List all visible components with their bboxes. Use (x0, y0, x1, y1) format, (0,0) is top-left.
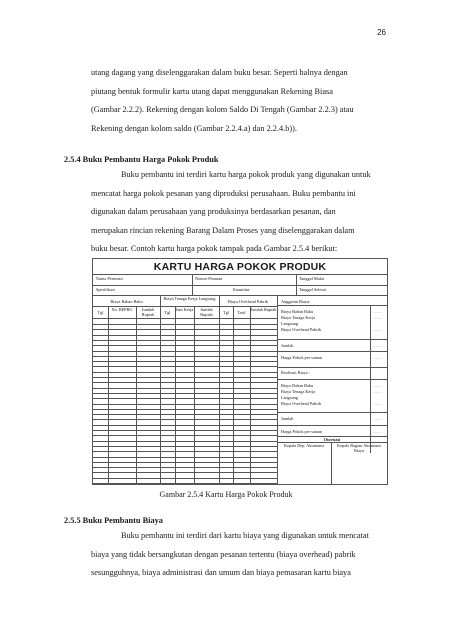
text-line: sesungguhnya, biaya administrasi dan umum dan biaya pemasaran kartu biaya (91, 568, 351, 577)
realisasi-item: Biaya Tenaga Kerja (281, 389, 315, 394)
section-heading-254: 2.5.4 Buku Pembantu Harga Pokok Produk (64, 155, 219, 164)
field-nomor-pesanan: Nomor Pesanan (195, 276, 223, 281)
ledger-row-line (93, 377, 277, 378)
ledger-row-line (93, 324, 277, 325)
section-254-paragraph (91, 166, 387, 259)
hpp-label: Harga Pokok per satuan (281, 429, 323, 434)
ledger-row-line (93, 425, 277, 426)
ledger-row-line (93, 441, 277, 442)
col-jumlah-rupiah-3: Jumlah Rupiah (250, 307, 277, 312)
anggaran-item: Biaya Tenaga Kerja (281, 315, 315, 320)
text-line: Buku pembantu ini terdiri dari kartu biaya yang digunakan untuk mencatat (121, 531, 369, 540)
text-line: (Gambar 2.2.2). Rekening dengan kolom Saldo Di Tengah (Gambar 2.2.3) atau (91, 105, 354, 114)
field-tanggal-selesai: Tanggal Selesai (299, 287, 327, 292)
ledger-row-line (93, 388, 277, 389)
realisasi-item: Biaya Overhead Pabrik (281, 401, 322, 406)
col-tarif: Tarif (237, 310, 246, 315)
text-line: piutang bentuk formulir kartu utang dapat menggunakan Rekening Biasa (91, 86, 333, 96)
hpp-label: Harga Pokok per satuan (281, 355, 323, 360)
signature-kepala-bagian: Kepala Bagian Akuntansi Biaya (337, 443, 381, 453)
col-tgl-3: Tgl (223, 310, 229, 315)
ledger-row-line (93, 351, 277, 352)
text-line: biaya yang tidak bersangkutan dengan pesanan tertentu (biaya overhead) pabrik (91, 549, 356, 559)
text-line: buku besar. Contoh kartu harga pokok tampak pada Gambar 2.5.4 berikut: (91, 244, 338, 253)
ledger-row-line (93, 457, 277, 458)
ledger-row-line (93, 329, 277, 330)
ledger-row-line (93, 446, 277, 447)
figure-caption: Gambar 2.5.4 Kartu Harga Pokok Produk (159, 490, 293, 499)
realisasi-item: Langsung (281, 395, 298, 400)
otorisasi-label: Otorisasi (323, 437, 341, 442)
section-255-paragraph (91, 527, 387, 583)
col-jam-kerja: Jam Kerja (175, 307, 194, 312)
ledger-row-line (93, 345, 277, 346)
text-line: utang dagang yang diselenggarakan dalam buku besar. Seperti halnya dengan (91, 68, 348, 77)
ledger-row-line (93, 335, 277, 336)
ledger-row-line (93, 483, 277, 484)
text-line: mencatat harga pokok pesanan yang diproduksi perusahaan. Buku pembantu ini (91, 188, 356, 198)
anggaran-item: Biaya Bahan Baku (281, 309, 314, 314)
field-kuantitas: Kuantitas (233, 287, 250, 292)
col-tgl-2: Tgl (164, 310, 171, 315)
col-tgl-1: Tgl (97, 310, 104, 315)
ledger-row-line (93, 361, 277, 362)
ledger-row-line (93, 462, 277, 463)
page-number: 26 (377, 28, 386, 37)
ledger-row-line (93, 393, 277, 394)
text-line: Rekening dengan kolom saldo (Gambar 2.2.4.a) dan 2.2.4.b)). (91, 123, 297, 133)
group-tenaga-kerja: Biaya Tenaga Kerja Langsung (163, 296, 216, 301)
ledger-row-line (93, 478, 277, 479)
kartu-harga-pokok-figure: KARTU HARGA POKOK PRODUK Nama Pemesan Nomor Pesanan Tanggal Mulai Spesifikasi Kuantitas Tanggal Selesai Biaya Bahan Baku Biaya Tenaga Kerja Langsung Biaya Overhead Pabrik Tgl No. BPPBG Jumlah Rupiah Tgl Jam Kerja Jumlah Rupiah Tgl Tarif Jumlah Rupiah Anggaran Biaya: Biaya Bahan Baku Biaya Tenaga Kerja Langsung Biaya Overhead Pabrik Jumlah Harga Pokok per satuan Realisasi Biaya : Biaya Bahan Baku Biaya Tenaga Kerja Langsung Biaya Overhead Pabrik Jumlah Harga Pokok per satuan Otorisasi Kepala Dep. Akuntansi Kepala Bagian Akuntansi Biaya ......... ......... ......... ......... ......... ......... ......... ......... ......... ......... (92, 258, 388, 485)
col-no-bppbg: No. BPPBG (111, 307, 133, 312)
ledger-row-line (93, 451, 277, 452)
anggaran-item: Biaya Overhead Pabrik (281, 327, 322, 332)
ledger-row-line (93, 340, 277, 341)
ledger-row-line (93, 409, 277, 410)
anggaran-item: Langsung (281, 321, 298, 326)
text-line: digunakan dalam perusahaan yang produksinya berdasarkan pesanan, dan (91, 207, 336, 216)
intro-paragraph (91, 64, 387, 138)
ledger-row-line (93, 472, 277, 473)
jumlah-label: Jumlah (281, 416, 294, 421)
anggaran-label: Anggaran Biaya: (281, 299, 311, 304)
ledger-row-line (93, 366, 277, 367)
section-heading-255: 2.5.5 Buku Pembantu Biaya (64, 516, 163, 525)
ledger-row-line (93, 372, 277, 373)
group-overhead: Biaya Overhead Pabrik (227, 299, 269, 304)
ledger-row-line (93, 467, 277, 468)
group-bahan-baku: Biaya Bahan Baku (110, 299, 143, 304)
field-nama-pemesan: Nama Pemesan (96, 276, 123, 281)
ledger-row-line (93, 435, 277, 436)
realisasi-label: Realisasi Biaya : (281, 370, 310, 375)
jumlah-label: Jumlah (281, 343, 294, 348)
ledger-row-line (93, 419, 277, 420)
figure-title: KARTU HARGA POKOK PRODUK (153, 261, 327, 273)
text-line: merupakan rincian rekening Barang Dalam Proses yang diselenggarakan dalam (91, 225, 355, 235)
ledger-row-line (93, 430, 277, 431)
field-spesifikasi: Spesifikasi (96, 287, 115, 292)
text-line: Buku pembantu ini terdiri kartu harga pokok produk yang digunakan untuk (121, 170, 371, 179)
ledger-row-line (93, 382, 277, 383)
signature-kepala-dep: Kepala Dep. Akuntansi (284, 443, 324, 448)
ledger-row-line (93, 356, 277, 357)
ledger-row-line (93, 398, 277, 399)
realisasi-item: Biaya Bahan Baku (281, 383, 314, 388)
ledger-row-line (93, 414, 277, 415)
ledger-row-line (93, 404, 277, 405)
col-jumlah-rupiah-2: Jumlah Rupiah (200, 307, 213, 317)
field-tanggal-mulai: Tanggal Mulai (299, 276, 325, 281)
col-jumlah-rupiah-1: Jumlah Rupiah (141, 307, 155, 317)
